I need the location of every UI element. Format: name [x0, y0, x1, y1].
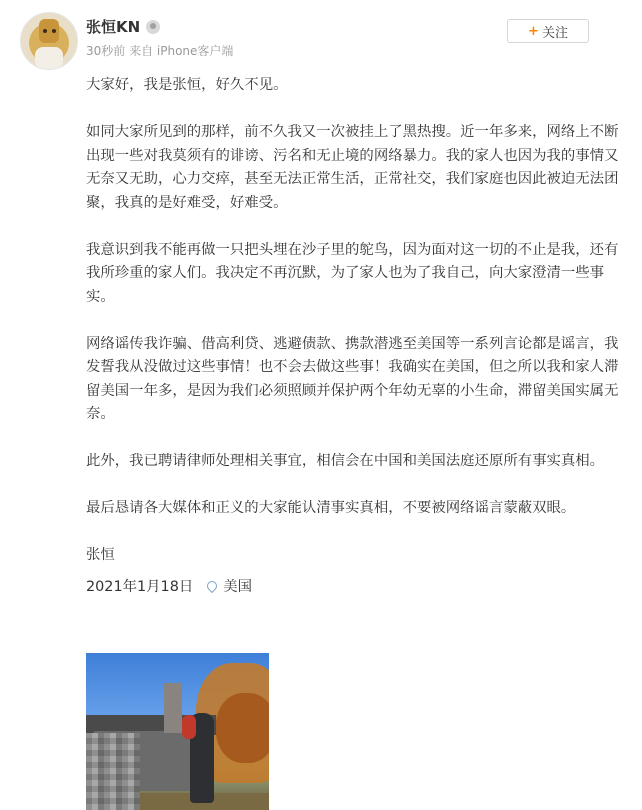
username[interactable]: 张恒KN [86, 18, 141, 36]
location-pin-icon [207, 581, 217, 594]
photo-tree [216, 693, 269, 763]
post-paragraph: 此外，我已聘请律师处理相关事宜，相信会在中国和美国法庭还原所有事实真相。 [86, 453, 605, 469]
post-paragraph: 如同大家所见到的那样，前不久我又一次被挂上了黑热搜。近一年多来，网络上不断出现一些对我莫须有的诽谤、污名和无止境的网络暴力。我的家人也因为我的事情又无奈又无助，心力交瘁，甚至无法正常生活，正常社交，我们家庭也因此被迫无法团聚，我真的是好难受，好难受。 [86, 124, 619, 211]
user-avatar[interactable] [20, 12, 78, 70]
follow-label: 关注 [541, 25, 568, 41]
avatar-shape [35, 47, 63, 69]
avatar-detail [43, 29, 47, 33]
follow-button[interactable] [507, 19, 589, 43]
photo-mosaic [86, 733, 140, 810]
vip-badge-icon [146, 20, 160, 34]
post-date: 2021年1月18日 [86, 578, 194, 595]
username-row [86, 16, 160, 37]
post-dateline [86, 576, 622, 600]
avatar-shape [39, 19, 59, 43]
post-photo[interactable] [86, 653, 269, 810]
plus-icon: + [528, 23, 539, 39]
post-meta: 30秒前 来自 iPhone客户端 [86, 44, 234, 58]
post-paragraph: 大家好，我是张恒，好久不见。 [86, 77, 288, 93]
photo-chimney [164, 683, 182, 733]
post-location[interactable]: 美国 [223, 578, 253, 595]
post-body [86, 74, 622, 599]
post-signature: 张恒 [86, 547, 115, 563]
post-paragraph: 最后恳请各大媒体和正义的大家能认清事实真相，不要被网络谣言蒙蔽双眼。 [86, 500, 576, 516]
post-paragraph: 网络谣传我诈骗、借高利贷、逃避债款、携款潜逃至美国等一系列言论都是谣言，我发誓我从没做过这些事情！也不会去做这些事！我确实在美国，但之所以我和家人滞留美国一年多，是因为我们必须照顾并保护两个年幼无辜的小生命，滞留美国实属无奈。 [86, 335, 619, 422]
post-paragraph: 我意识到我不能再做一只把头埋在沙子里的鸵鸟，因为面对这一切的不止是我，还有我所珍重的家人们。我决定不再沉默，为了家人也为了我自己，向大家澄清一些事实。 [86, 241, 619, 305]
photo-child [182, 715, 196, 739]
avatar-detail [52, 29, 56, 33]
